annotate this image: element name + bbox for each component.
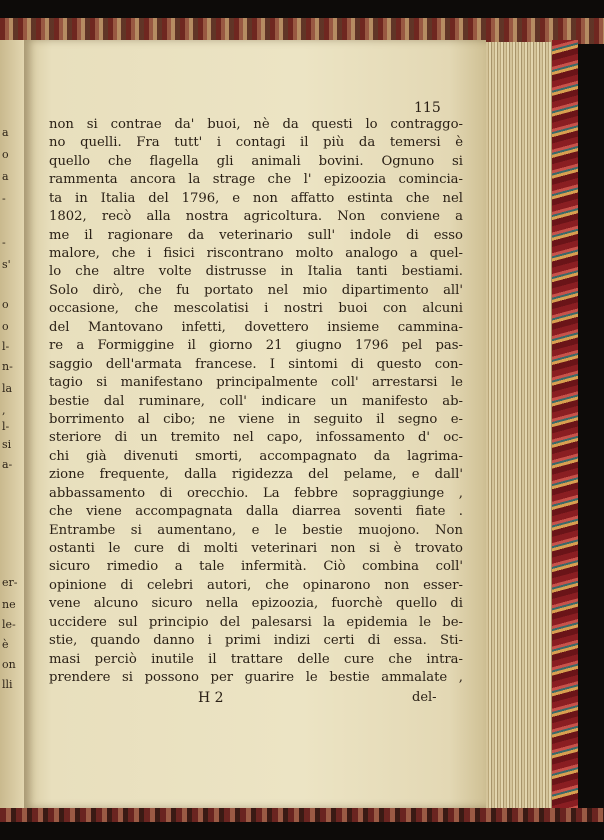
text-line: zione frequente, dalla rigidezza del pelame, e dall' — [49, 467, 463, 482]
text-line: 1802, recò alla nostra agricoltura. Non conviene a — [49, 209, 463, 224]
text-line: prendere si possono per guarire le bestie ammalate , — [49, 670, 463, 685]
facing-page-fragment: on — [2, 658, 16, 671]
text-line: me il ragionare da veterinario sull' indole di esso — [49, 228, 463, 243]
facing-page-fragment: o — [2, 298, 9, 311]
facing-page-fragment: s' — [2, 258, 11, 271]
text-line: abbassamento di orecchio. La febbre sopraggiunge , — [49, 486, 463, 501]
text-line: lo che altre volte distrusse in Italia tanti bestiami. — [49, 264, 463, 279]
facing-page-fragment: n- — [2, 360, 13, 373]
text-line: steriore di un tremito nel capo, infossamento d' oc- — [49, 430, 463, 445]
text-line: opinione di celebri autori, che opinarono non esser- — [49, 578, 463, 593]
facing-page-edge — [0, 40, 25, 808]
facing-page-fragment: ne — [2, 598, 16, 611]
facing-page-fragment: a — [2, 170, 9, 183]
text-line: quello che flagella gli animali bovini. Ognuno si — [49, 154, 463, 169]
text-line: re a Formiggine il giorno 21 giugno 1796 pel pas- — [49, 338, 463, 353]
marbled-cover-edge — [552, 40, 578, 808]
text-line: occasione, che mescolatisi i nostri buoi con alcuni — [49, 301, 463, 316]
signature-mark: H 2 — [198, 690, 224, 706]
text-line: del Mantovano infetti, dovettero insieme cammina- — [49, 320, 463, 335]
catchword: del- — [412, 690, 437, 705]
text-line: masi perciò inutile il trattare delle cure che intra- — [49, 652, 463, 667]
page-block-edges — [486, 42, 552, 808]
facing-page-fragment: la — [2, 382, 13, 395]
facing-page-fragment: o — [2, 320, 9, 333]
text-line: no quelli. Fra tutt' i contagi il più da temersi è — [49, 135, 463, 150]
page-number: 115 — [414, 100, 441, 116]
text-line: vene alcuno sicuro nella epizoozia, fuorchè quello di — [49, 596, 463, 611]
facing-page-fragment: - — [2, 192, 6, 205]
facing-page-fragment: si — [2, 438, 12, 451]
facing-page-fragment: lli — [2, 678, 13, 691]
text-line: uccidere sul principio del palesarsi la epidemia le be- — [49, 615, 463, 630]
text-line: malore, che i fisici riscontrano molto analogo a quel- — [49, 246, 463, 261]
text-line: non si contrae da' buoi, nè da questi lo contraggo- — [49, 117, 463, 132]
text-line: stie, quando danno i primi indizi certi di essa. Sti- — [49, 633, 463, 648]
facing-page-fragment: o — [2, 148, 9, 161]
text-line: ta in Italia del 1796, e non affatto estinta che nel — [49, 191, 463, 206]
text-line: sicuro rimedio a tale infermità. Ciò combina coll' — [49, 559, 463, 574]
text-line: ostanti le cure di molti veterinari non si è trovato — [49, 541, 463, 556]
facing-page-fragment: , — [2, 404, 6, 417]
facing-page-fragment: er- — [2, 576, 18, 589]
facing-page-fragment: è — [2, 638, 9, 651]
text-line: chi già divenuti smorti, accompagnato da lagrima- — [49, 449, 463, 464]
text-line: tagio si manifestano principalmente coll' arrestarsi le — [49, 375, 463, 390]
facing-page-fragment: - — [2, 236, 6, 249]
text-line: saggio dell'armata francese. I sintomi di questo con- — [49, 357, 463, 372]
text-line: Entrambe si aumentano, e le bestie muojono. Non — [49, 523, 463, 538]
text-line: che viene accompagnata dalla diarrea soventi fiate . — [49, 504, 463, 519]
facing-page-fragment: a — [2, 126, 9, 139]
book-board-bottom — [0, 808, 604, 822]
text-line: Solo dirò, che fu portato nel mio dipartimento all' — [49, 283, 463, 298]
facing-page-fragment: le- — [2, 618, 16, 631]
text-line: rammenta ancora la strage che l' epizoozia comincia- — [49, 172, 463, 187]
facing-page-fragment: l- — [2, 340, 10, 353]
text-line: borrimento al cibo; ne viene in seguito il segno e- — [49, 412, 463, 427]
text-line: bestie dal ruminare, coll' indicare un manifesto ab- — [49, 394, 463, 409]
facing-page-fragment: a- — [2, 458, 13, 471]
facing-page-fragment: l- — [2, 420, 10, 433]
